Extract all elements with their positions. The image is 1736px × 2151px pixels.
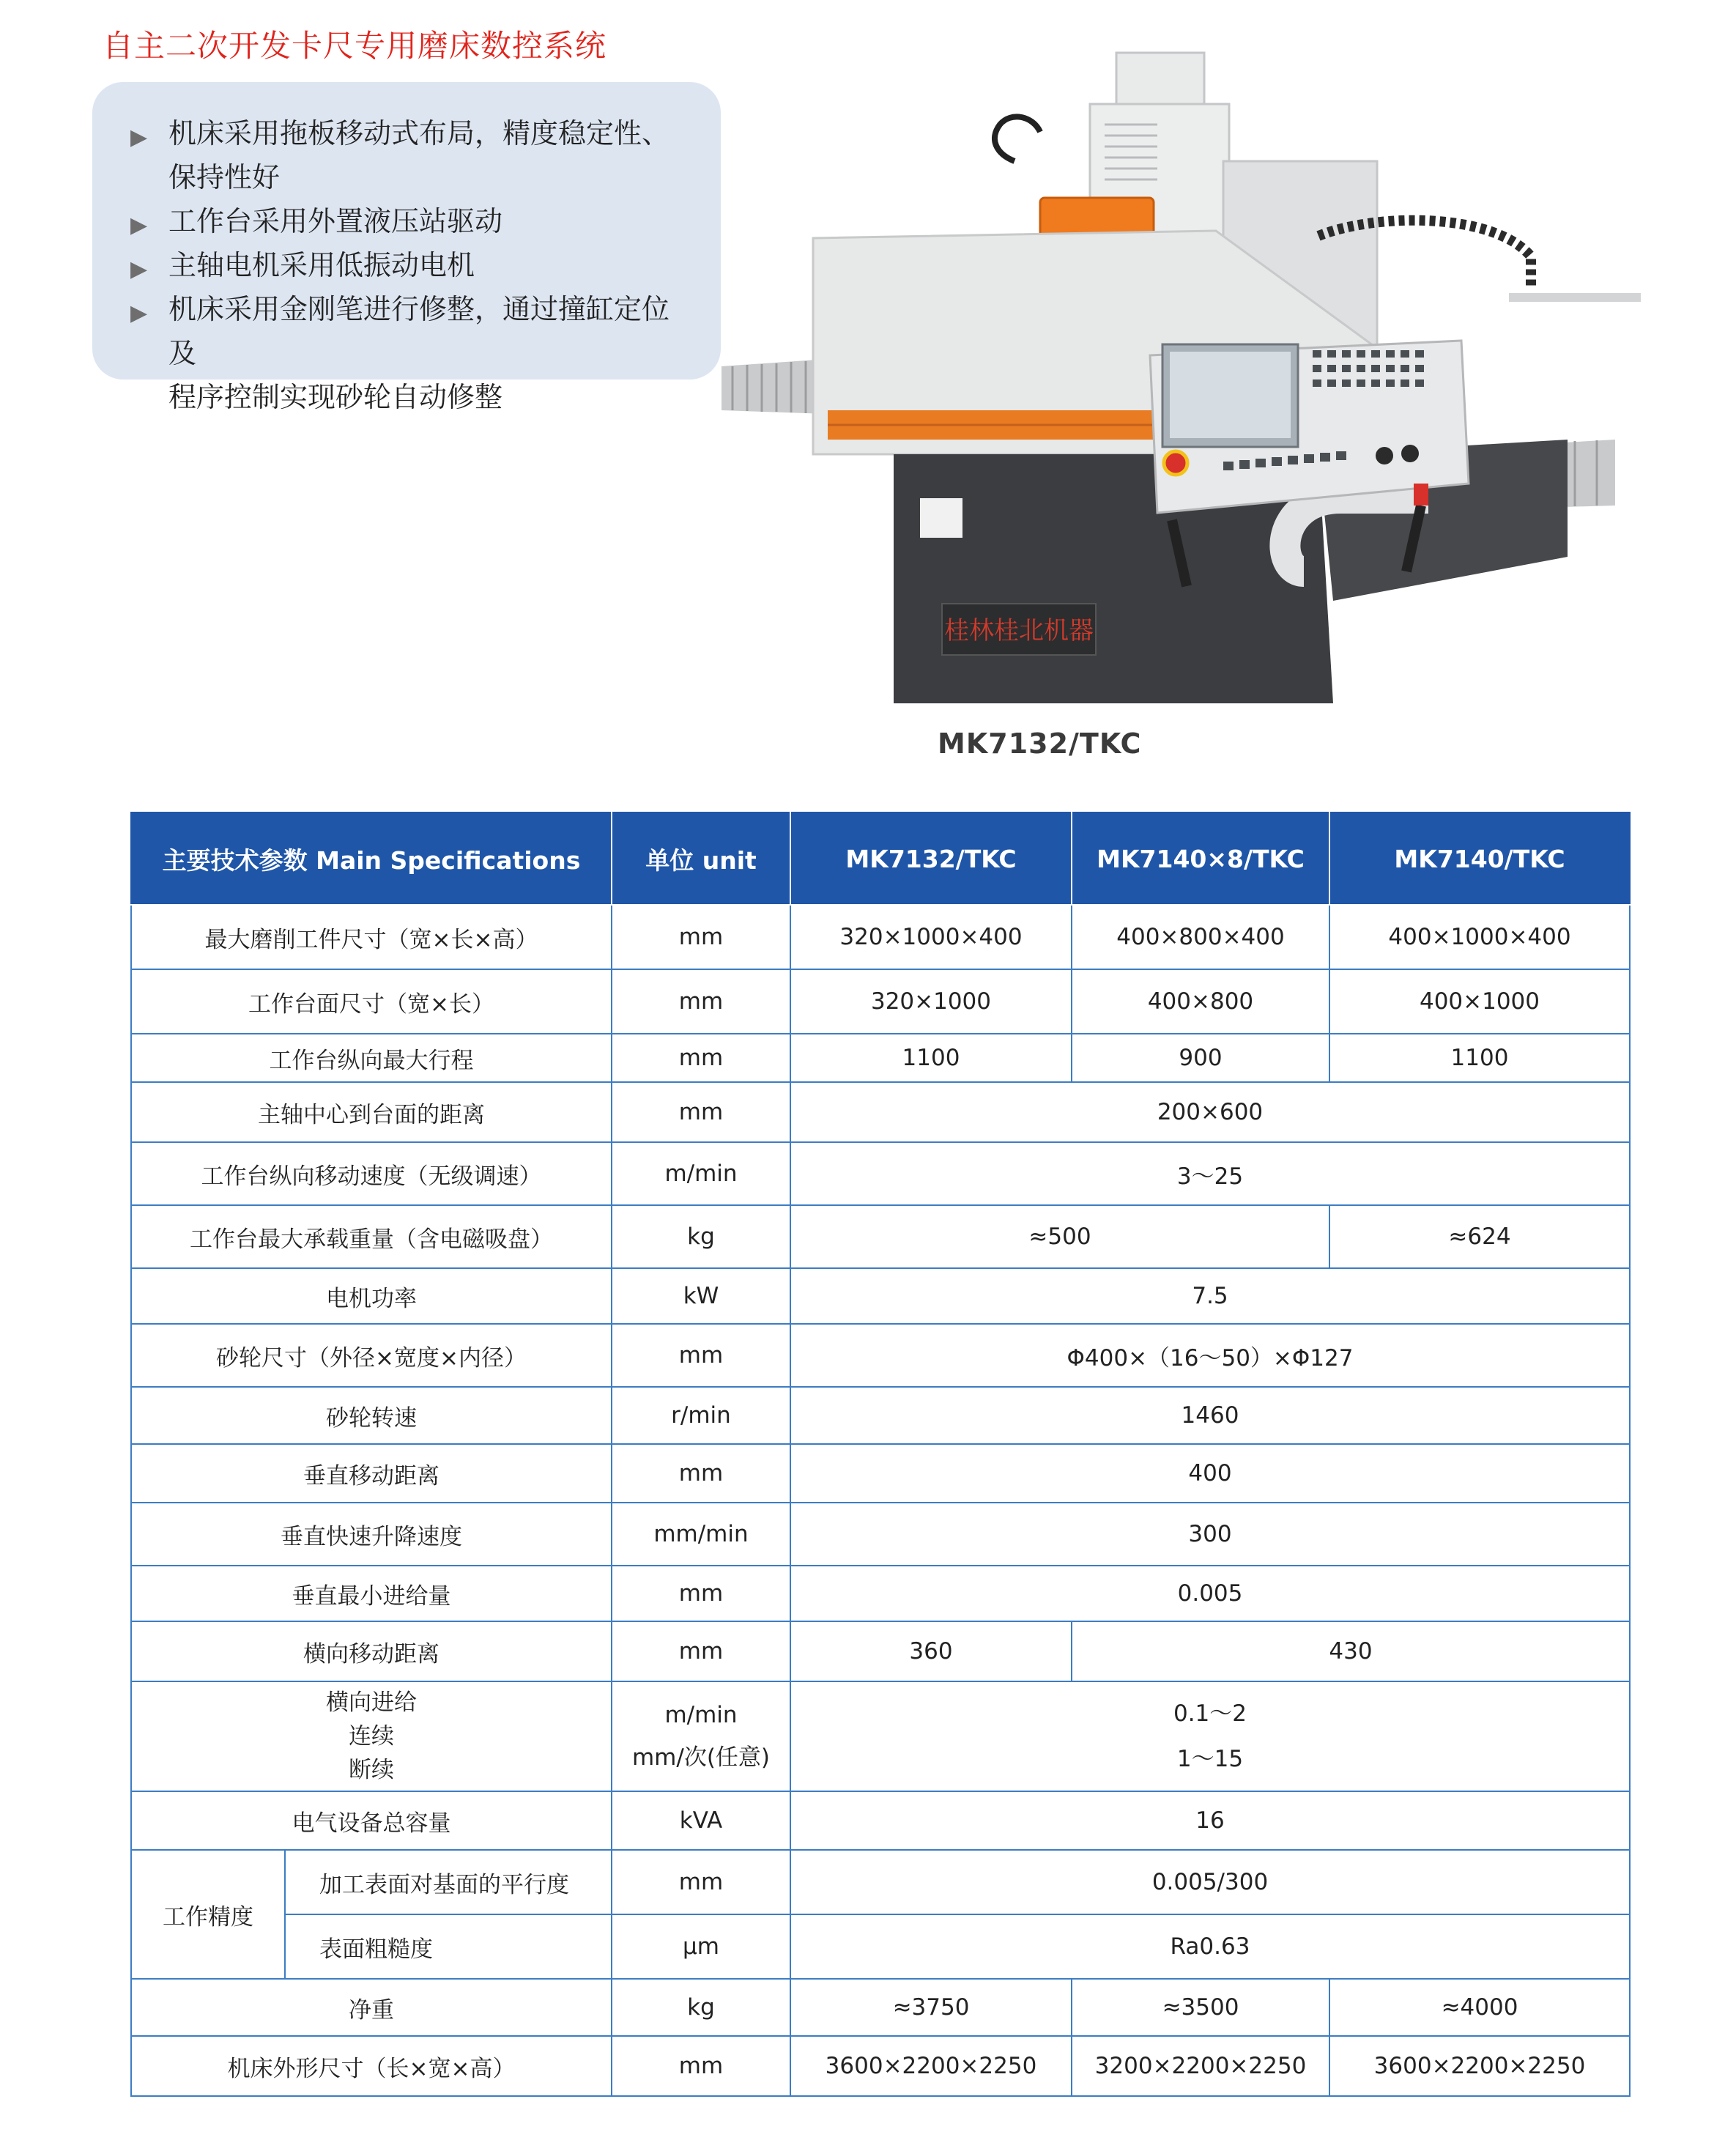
- spec-value: ≈4000: [1329, 1979, 1630, 2036]
- spec-label: 横向移动距离: [131, 1621, 612, 1681]
- spec-unit: mm: [612, 1082, 790, 1142]
- spec-value: 3～25: [790, 1142, 1630, 1205]
- spec-unit: m/min: [664, 1702, 738, 1728]
- spec-value: 1460: [790, 1387, 1630, 1444]
- spec-value: Φ400×（16～50）×Φ127: [790, 1324, 1630, 1387]
- spec-unit: mm: [612, 1034, 790, 1082]
- header-model-mk7140: MK7140/TKC: [1329, 812, 1630, 905]
- spec-value-group: [790, 1681, 1630, 1791]
- feature-item: [130, 243, 691, 287]
- spec-value: Ra0.63: [790, 1914, 1630, 1979]
- spec-value: 400×1000×400: [1329, 905, 1630, 969]
- spec-value: 7.5: [790, 1268, 1630, 1324]
- table-row: [131, 1387, 1630, 1444]
- feature-line: 主轴电机采用低振动电机: [168, 249, 475, 281]
- spec-unit: mm: [612, 1621, 790, 1681]
- table-row: [131, 1914, 1630, 1979]
- feature-line: 工作台采用外置液压站驱动: [168, 205, 503, 237]
- spec-label: 砂轮转速: [131, 1387, 612, 1444]
- table-row: [131, 1142, 1630, 1205]
- table-row: [131, 969, 1630, 1034]
- spec-value: 300: [790, 1503, 1630, 1566]
- triangle-bullet-icon: ▶: [130, 125, 148, 150]
- spec-unit: kg: [612, 1979, 790, 2036]
- left-bellows-cover: [722, 359, 828, 414]
- spec-label: 电气设备总容量: [131, 1791, 612, 1850]
- spec-label: 垂直最小进给量: [131, 1566, 612, 1621]
- spec-label-group: [131, 1681, 612, 1791]
- spec-label: 垂直移动距离: [131, 1444, 612, 1503]
- spec-value: ≈3750: [790, 1979, 1072, 2036]
- spec-value: 400×800×400: [1072, 905, 1329, 969]
- spec-label: 工作台面尺寸（宽×长）: [131, 969, 612, 1034]
- feature-item: [130, 287, 691, 419]
- header-model-mk7132: MK7132/TKC: [790, 812, 1072, 905]
- table-row: [131, 1979, 1630, 2036]
- table-row: [131, 1621, 1630, 1681]
- spec-value: ≈3500: [1072, 1979, 1329, 2036]
- feature-line: 程序控制实现砂轮自动修整: [168, 381, 503, 413]
- spec-unit: mm/min: [612, 1503, 790, 1566]
- spec-label: 垂直快速升降速度: [131, 1503, 612, 1566]
- spec-unit: mm: [612, 1324, 790, 1387]
- spec-value: 400: [790, 1444, 1630, 1503]
- feature-item: [130, 111, 691, 199]
- spec-unit: mm: [612, 2036, 790, 2096]
- spec-unit: kW: [612, 1268, 790, 1324]
- spec-label: 电机功率: [131, 1268, 612, 1324]
- feature-list: [92, 82, 721, 413]
- spec-value: 0.005: [790, 1566, 1630, 1621]
- spec-value: 16: [790, 1791, 1630, 1850]
- spec-group-label: 工作精度: [131, 1850, 285, 1979]
- spec-label: 工作台纵向最大行程: [131, 1034, 612, 1082]
- table-header-row: [131, 812, 1630, 905]
- machine-model-caption: MK7132/TKC: [938, 728, 1142, 760]
- grinding-machine-illustration: [718, 44, 1663, 733]
- spec-unit: mm/次(任意): [631, 1744, 771, 1771]
- spec-value: 1～15: [1176, 1746, 1244, 1772]
- spec-unit-group: [612, 1681, 790, 1791]
- triangle-bullet-icon: ▶: [130, 256, 148, 282]
- spec-label: 砂轮尺寸（外径×宽度×内径）: [131, 1324, 612, 1387]
- table-row: [131, 1205, 1630, 1268]
- page-title: 自主二次开发卡尺专用磨床数控系统: [103, 28, 607, 64]
- spec-label: 工作台最大承载重量（含电磁吸盘）: [131, 1205, 612, 1268]
- spec-value: ≈500: [790, 1205, 1329, 1268]
- spec-value: 1100: [1329, 1034, 1630, 1082]
- table-row: [131, 1503, 1630, 1566]
- table-row: [131, 1034, 1630, 1082]
- table-row: [131, 1791, 1630, 1850]
- spec-value: 430: [1072, 1621, 1630, 1681]
- spec-value: 200×600: [790, 1082, 1630, 1142]
- spec-unit: mm: [612, 905, 790, 969]
- spec-label: 工作台纵向移动速度（无级调速）: [131, 1142, 612, 1205]
- table-row: [131, 1566, 1630, 1621]
- table-row: [131, 1850, 1630, 1914]
- spec-label: 主轴中心到台面的距离: [131, 1082, 612, 1142]
- spec-label: 机床外形尺寸（长×宽×高）: [131, 2036, 612, 2096]
- spec-value: 1100: [790, 1034, 1072, 1082]
- spec-unit: mm: [612, 969, 790, 1034]
- header-unit: 单位 unit: [612, 812, 790, 905]
- spec-value: 400×1000: [1329, 969, 1630, 1034]
- specifications-table: [130, 812, 1631, 2097]
- spec-value: 320×1000: [790, 969, 1072, 1034]
- header-main-specifications: 主要技术参数 Main Specifications: [131, 812, 612, 905]
- table-row: [131, 1444, 1630, 1503]
- spec-unit: mm: [612, 1444, 790, 1503]
- triangle-bullet-icon: ▶: [130, 212, 148, 238]
- spec-label: 横向进给: [326, 1689, 417, 1716]
- spec-unit: kg: [612, 1205, 790, 1268]
- spec-label: 最大磨削工件尺寸（宽×长×高）: [131, 905, 612, 969]
- spec-label: 表面粗糙度: [285, 1914, 612, 1979]
- triangle-bullet-icon: ▶: [130, 300, 148, 326]
- spec-unit: μm: [612, 1914, 790, 1979]
- spec-value: 0.005/300: [790, 1850, 1630, 1914]
- spec-value: 900: [1072, 1034, 1329, 1082]
- spec-unit: mm: [612, 1850, 790, 1914]
- feature-line: 机床采用拖板移动式布局，精度稳定性、: [168, 117, 670, 149]
- base-nameplate: 桂林桂北机器: [944, 616, 1094, 645]
- spec-value: 3200×2200×2250: [1072, 2036, 1329, 2096]
- spec-value: 3600×2200×2250: [790, 2036, 1072, 2096]
- spec-unit: m/min: [612, 1142, 790, 1205]
- table-row: [131, 2036, 1630, 2096]
- spec-unit: r/min: [612, 1387, 790, 1444]
- spec-value: 400×800: [1072, 969, 1329, 1034]
- table-row: [131, 1082, 1630, 1142]
- table-row: [131, 1681, 1630, 1791]
- spec-label: 加工表面对基面的平行度: [285, 1850, 612, 1914]
- spec-unit: kVA: [612, 1791, 790, 1850]
- table-row: [131, 905, 1630, 969]
- spec-label: 连续: [349, 1723, 394, 1750]
- feature-line: 保持性好: [168, 161, 281, 193]
- table-row: [131, 1324, 1630, 1387]
- spec-value: 360: [790, 1621, 1072, 1681]
- feature-line: 机床采用金刚笔进行修整，通过撞缸定位及: [168, 293, 670, 369]
- spec-value: ≈624: [1329, 1205, 1630, 1268]
- spec-label: 断续: [349, 1757, 394, 1783]
- spec-value: 320×1000×400: [790, 905, 1072, 969]
- feature-item: [130, 199, 691, 243]
- spec-label: 净重: [131, 1979, 612, 2036]
- table-row: [131, 1268, 1630, 1324]
- spec-value: 3600×2200×2250: [1329, 2036, 1630, 2096]
- spec-unit: mm: [612, 1566, 790, 1621]
- header-model-mk7140x8: MK7140×8/TKC: [1072, 812, 1329, 905]
- spec-value: 0.1～2: [1173, 1700, 1247, 1727]
